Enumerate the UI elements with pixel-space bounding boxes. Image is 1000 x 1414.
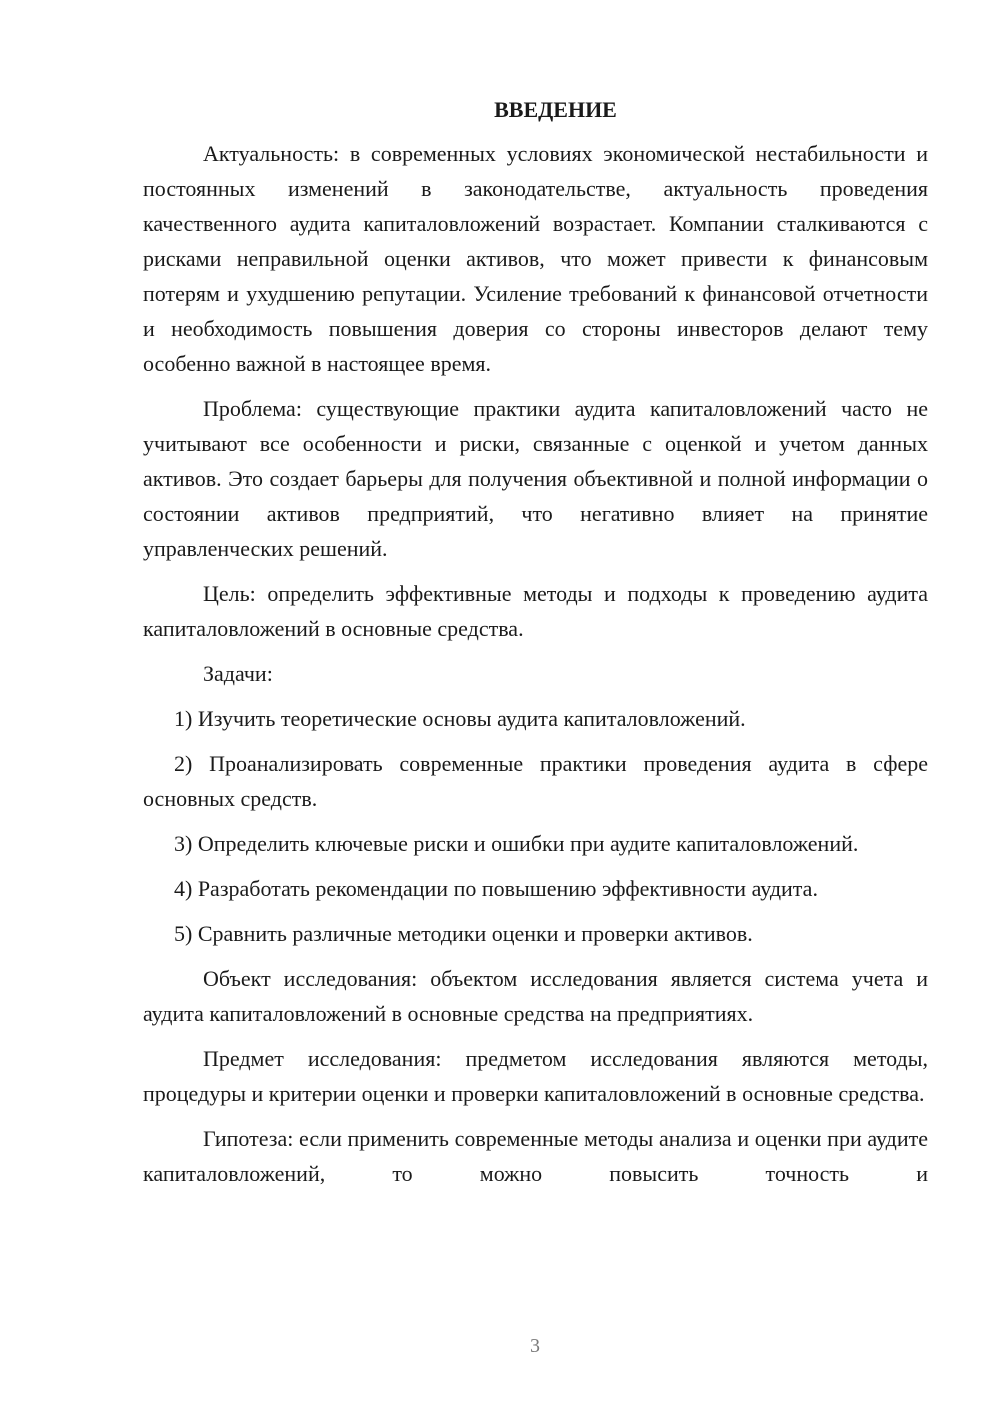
task-item-5: 5) Сравнить различные методики оценки и проверки активов. xyxy=(174,921,753,946)
task-item-3: 3) Определить ключевые риски и ошибки при аудите капиталовложений. xyxy=(174,831,859,856)
goal-paragraph: Цель: определить эффективные методы и подходы к проведению аудита капиталовложений в основные средства. xyxy=(143,581,928,641)
task-item-1: 1) Изучить теоретические основы аудита капиталовложений. xyxy=(174,706,746,731)
relevance-paragraph: Актуальность: в современных условиях экономической нестабильности и постоянных изменений в законодательстве, актуальность проведения качественного аудита капиталовложений возрастает. Компании сталкиваются с рисками неправильной оценки активов, что может привести к финансовым потерям и ухудшению репутации. Усиление требований к финансовой отчетности и необходимость повышения доверия со стороны инвесторов делают тему особенно важной в настоящее время. xyxy=(143,141,928,376)
research-object-paragraph: Объект исследования: объектом исследования является система учета и аудита капиталовложений в основные средства на предприятиях. xyxy=(143,966,928,1026)
section-title: ВВЕДЕНИЕ xyxy=(494,97,617,122)
tasks-heading: Задачи: xyxy=(203,661,273,686)
page-number: 3 xyxy=(530,1335,540,1357)
task-item-2: 2) Проанализировать современные практики проведения аудита в сфере основных средств. xyxy=(143,751,928,811)
problem-paragraph: Проблема: существующие практики аудита капиталовложений часто не учитывают все особенности и риски, связанные с оценкой и учетом данных активов. Это создает барьеры для получения объективной и полной информации о состоянии активов предприятий, что негативно влияет на принятие управленческих решений. xyxy=(143,396,928,561)
task-item-4: 4) Разработать рекомендации по повышению эффективности аудита. xyxy=(174,876,818,901)
research-subject-paragraph: Предмет исследования: предметом исследования являются методы, процедуры и критерии оценки и проверки капиталовложений в основные средства. xyxy=(143,1046,928,1106)
document-body xyxy=(143,92,928,1191)
hypothesis-paragraph: Гипотеза: если применить современные методы анализа и оценки при аудите капиталовложений, то можно повысить точность и xyxy=(143,1126,928,1186)
